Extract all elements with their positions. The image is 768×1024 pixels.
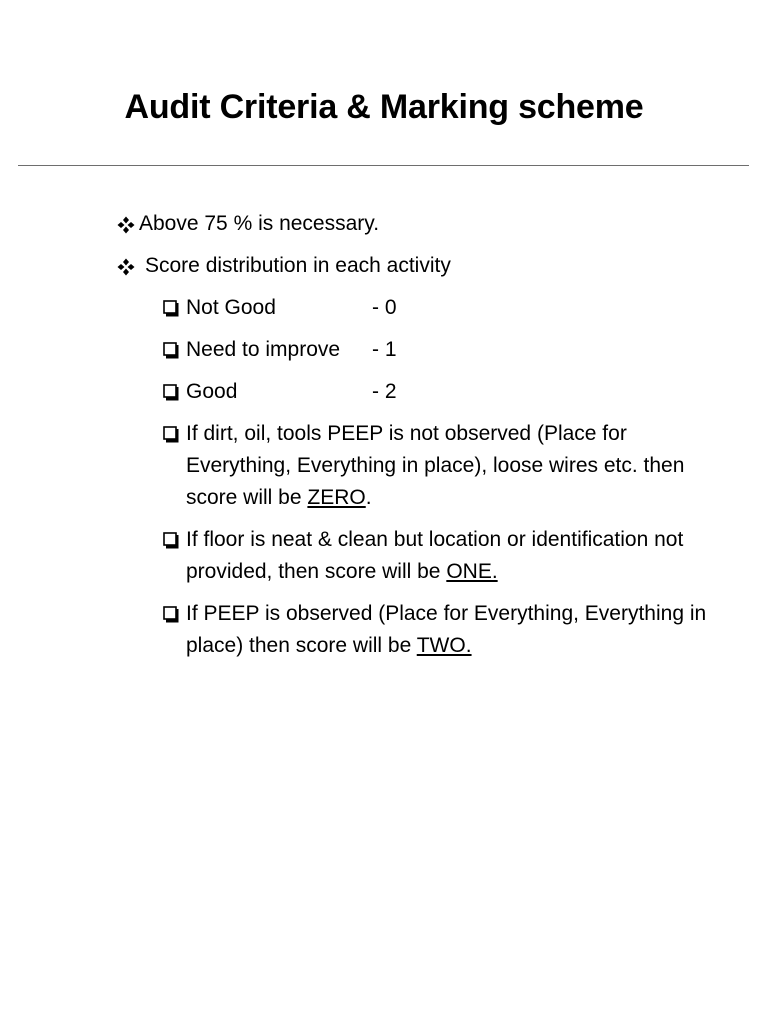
four-diamond-bullet-icon (117, 258, 135, 276)
score-label: Need to improve (186, 338, 341, 361)
score-item (163, 376, 717, 408)
rule-tail: . (365, 486, 372, 509)
checkbox-icon (163, 426, 180, 443)
score-value: - 1 (372, 338, 397, 361)
score-label: Not Good (186, 296, 276, 319)
four-diamond-bullet-icon (117, 216, 135, 234)
title-divider (18, 165, 749, 166)
checkbox-icon (163, 532, 180, 549)
score-item (163, 292, 717, 324)
criteria-item (117, 208, 717, 240)
score-value: - 2 (372, 380, 397, 403)
rule-item (163, 418, 717, 514)
rule-score-emphasis: TWO. (416, 634, 472, 657)
score-item (163, 334, 717, 366)
criteria-text: Score distribution in each activity (145, 254, 451, 277)
checkbox-icon (163, 384, 180, 401)
criteria-list (117, 208, 717, 672)
criteria-text: Above 75 % is necessary. (139, 212, 380, 235)
score-label: Good (186, 380, 238, 403)
rule-item (163, 598, 717, 662)
page-title: Audit Criteria & Marking scheme (124, 88, 644, 126)
rule-text: If PEEP is observed (Place for Everything, Everything in place) then score will be (186, 602, 707, 657)
criteria-item (117, 250, 717, 282)
rule-score-emphasis: ONE. (446, 560, 498, 583)
checkbox-icon (163, 606, 180, 623)
checkbox-icon (163, 300, 180, 317)
score-value: - 0 (372, 296, 397, 319)
rule-score-emphasis: ZERO (307, 486, 366, 509)
checkbox-icon (163, 342, 180, 359)
rule-text: If floor is neat & clean but location or identification not provided, then score will be (186, 528, 684, 583)
rule-text: If dirt, oil, tools PEEP is not observed (Place for Everything, Everything in place), loose wires etc. then score will be (186, 422, 685, 509)
rule-item (163, 524, 717, 588)
